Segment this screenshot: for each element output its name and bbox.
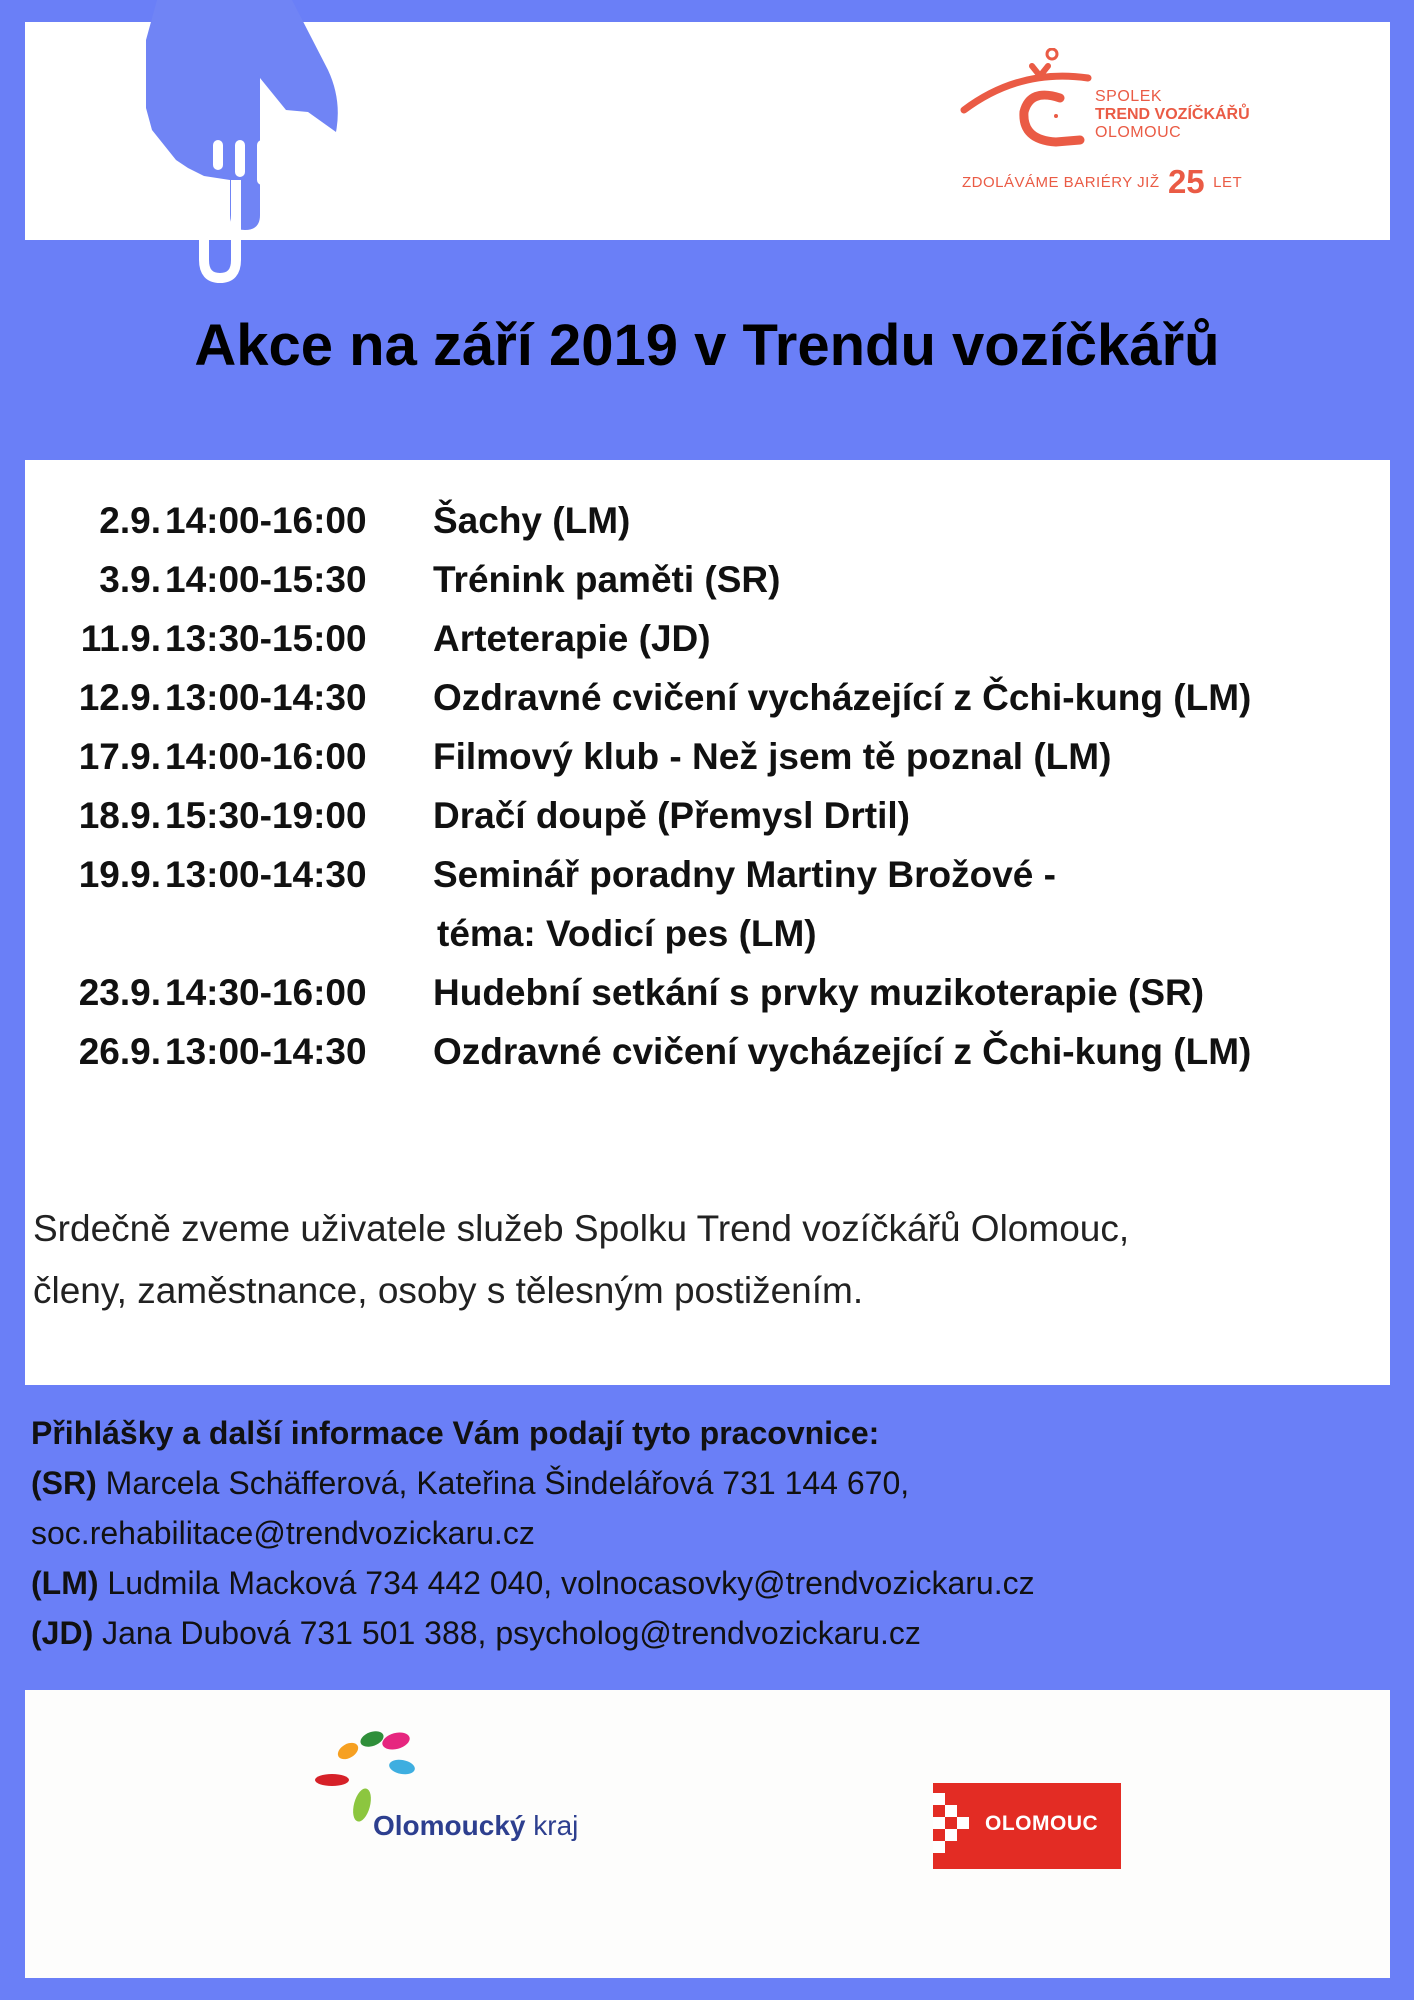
kraj-logo-name bbox=[373, 1810, 578, 1842]
logo-line-spolek: SPOLEK bbox=[1095, 88, 1163, 105]
event-date: 12.9. bbox=[78, 677, 161, 718]
olomoucky-kraj-logo bbox=[260, 1715, 620, 1875]
logo-line-city: OLOMOUC bbox=[1095, 124, 1182, 141]
event-title-continuation: téma: Vodicí pes (LM) bbox=[437, 913, 817, 954]
event-row bbox=[33, 736, 1393, 795]
event-time: 13:00-14:30 bbox=[165, 1031, 367, 1072]
event-row-continuation bbox=[33, 913, 1393, 972]
contact-sr-email[interactable]: soc.rehabilitace@trendvozickaru.cz bbox=[31, 1515, 535, 1551]
event-row bbox=[33, 854, 1393, 913]
event-date: 19.9. bbox=[78, 854, 161, 895]
kraj-name-bold: Olomoucký bbox=[373, 1810, 526, 1841]
invitation-line: Srdečně zveme uživatele služeb Spolku Trend vozíčkářů Olomouc, bbox=[33, 1208, 1130, 1249]
contacts-heading: Přihlášky a další informace Vám podají tyto pracovnice: bbox=[31, 1415, 880, 1451]
event-row bbox=[33, 972, 1393, 1031]
contact-lm bbox=[31, 1558, 1391, 1608]
event-title: Seminář poradny Martiny Brožové - bbox=[433, 854, 1056, 895]
olomouc-city-logo bbox=[933, 1783, 1121, 1869]
events-list bbox=[33, 500, 1393, 1090]
event-time: 15:30-19:00 bbox=[165, 795, 367, 836]
event-row bbox=[33, 559, 1393, 618]
event-date: 17.9. bbox=[78, 736, 161, 777]
tagline-number: 25 bbox=[1167, 163, 1205, 200]
event-time: 13:00-14:30 bbox=[165, 677, 367, 718]
event-date: 18.9. bbox=[78, 795, 161, 836]
event-row bbox=[33, 1031, 1393, 1090]
logo-line-name: TREND VOZÍČKÁŘŮ bbox=[1095, 106, 1250, 123]
event-row bbox=[33, 500, 1393, 559]
contact-jd bbox=[31, 1608, 1391, 1658]
contact-text[interactable]: Jana Dubová 731 501 388, psycholog@trendvozickaru.cz bbox=[93, 1615, 921, 1651]
invitation-text bbox=[33, 1198, 1363, 1322]
event-time: 13:00-14:30 bbox=[165, 854, 367, 895]
logo-tagline bbox=[962, 163, 1242, 201]
olomouc-checker-mark bbox=[933, 1783, 973, 1869]
event-time: 14:00-16:00 bbox=[165, 500, 367, 541]
invitation-line: členy, zaměstnance, osoby s tělesným postižením. bbox=[33, 1270, 864, 1311]
event-title: Arteterapie (JD) bbox=[433, 618, 711, 659]
tagline-suffix: LET bbox=[1213, 174, 1243, 191]
olomouc-logo-name: OLOMOUC bbox=[985, 1812, 1099, 1835]
event-time: 14:00-16:00 bbox=[165, 736, 367, 777]
contact-text[interactable]: Ludmila Macková 734 442 040, volnocasovky@trendvozickaru.cz bbox=[98, 1565, 1035, 1601]
page-title: Akce na září 2019 v Trendu vozíčkářů bbox=[194, 313, 1220, 378]
event-date: 23.9. bbox=[78, 972, 161, 1013]
event-date: 2.9. bbox=[99, 500, 161, 541]
event-title: Trénink paměti (SR) bbox=[433, 559, 781, 600]
event-title: Dračí doupě (Přemysl Drtil) bbox=[433, 795, 911, 836]
kraj-flower-mark bbox=[310, 1715, 440, 1825]
event-date: 26.9. bbox=[78, 1031, 161, 1072]
event-title: Ozdravné cvičení vycházející z Čchi-kung (LM) bbox=[433, 1031, 1252, 1072]
trend-logo-mark bbox=[960, 48, 1100, 158]
footer-panel bbox=[25, 1690, 1390, 1978]
event-row bbox=[33, 677, 1393, 736]
trend-vozickaru-logo bbox=[960, 48, 1280, 208]
event-date: 11.9. bbox=[80, 618, 161, 659]
event-title: Hudební setkání s prvky muzikoterapie (SR) bbox=[433, 972, 1205, 1013]
contact-code: (LM) bbox=[31, 1565, 99, 1601]
contact-code: (SR) bbox=[31, 1465, 97, 1501]
event-title: Filmový klub - Než jsem tě poznal (LM) bbox=[433, 736, 1112, 777]
contact-text: Marcela Schäfferová, Kateřina Šindelářová 731 144 670, bbox=[96, 1465, 910, 1501]
contact-sr bbox=[31, 1458, 1391, 1508]
contacts-section bbox=[31, 1408, 1391, 1658]
event-time: 13:30-15:00 bbox=[165, 618, 367, 659]
event-title: Šachy (LM) bbox=[433, 500, 631, 541]
contact-code: (JD) bbox=[31, 1615, 94, 1651]
event-row bbox=[33, 618, 1393, 677]
event-date: 3.9. bbox=[99, 559, 161, 600]
event-time: 14:00-15:30 bbox=[165, 559, 367, 600]
event-time: 14:30-16:00 bbox=[165, 972, 367, 1013]
event-title: Ozdravné cvičení vycházející z Čchi-kung (LM) bbox=[433, 677, 1252, 718]
pointing-hand-icon bbox=[140, 0, 350, 285]
kraj-name-regular: kraj bbox=[525, 1810, 579, 1841]
event-row bbox=[33, 795, 1393, 854]
tagline-prefix: ZDOLÁVÁME BARIÉRY JIŽ bbox=[962, 174, 1160, 191]
